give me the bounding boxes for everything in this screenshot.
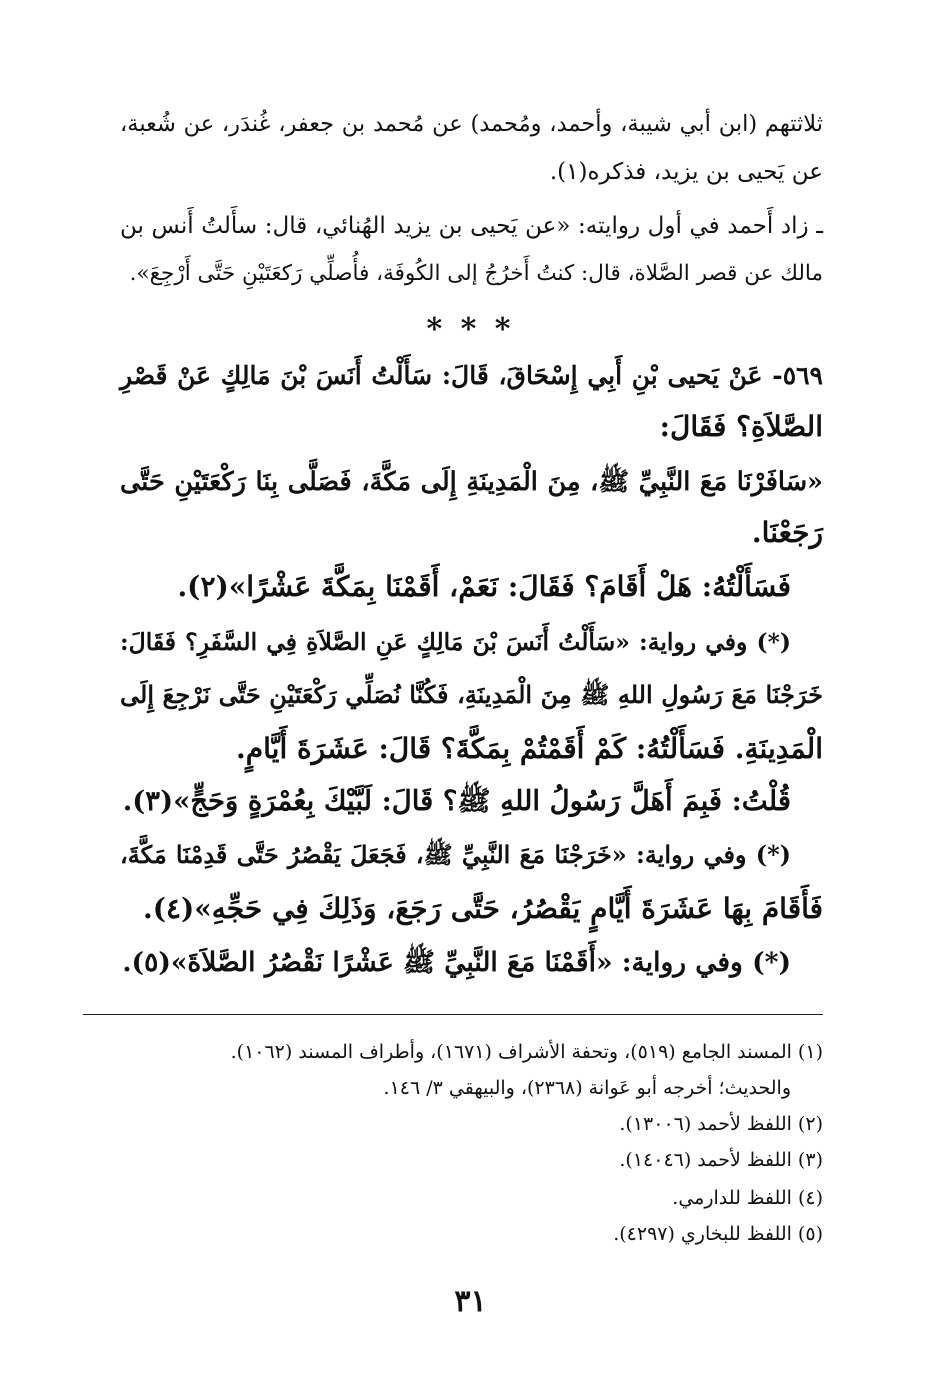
- top-paragraph-line-1: ثلاثتهم (ابن أبي شيبة، وأحمد، ومُحمد) عن مُحمد بن جعفر، غُندَر، عن شُعبة،: [120, 111, 823, 137]
- footnote-4: (٤) اللفظ للدارمي.: [672, 1187, 823, 1209]
- hadith-line-8: الْمَدِينَةِ. فَسَأَلْتُهُ: كَمْ أَقَمْتُمْ بِمَكَّةَ؟ قَالَ: عَشَرَةَ أَيَّامٍ.: [236, 732, 823, 765]
- top-paragraph-line-2: عن يَحيى بن يزيد، فذكره(١).: [549, 159, 823, 185]
- footnote-divider: [83, 1014, 823, 1015]
- footnote-2: (٢) اللفظ لأحمد (١٣٠٠٦).: [619, 1113, 823, 1135]
- addition-paragraph-line-2: مالك عن قصر الصَّلاة، قال: كنتُ أَخرُجُ إلى الكُوفَة، فأُصلِّي رَكعَتَيْنِ حَتَّى أَرْجِعَ».: [129, 261, 823, 286]
- hadith-line-10: (*) وفي رواية: «خَرَجْنَا مَعَ النَّبِيِّ ﷺ، فَجَعَلَ يَقْصُرُ حَتَّى قَدِمْنَا مَكَّةَ،: [120, 840, 791, 869]
- footnote-3: (٣) اللفظ لأحمد (١٤٠٤٦).: [619, 1149, 823, 1171]
- addition-paragraph-line-1: ـ زاد أَحمد في أول روايته: «عن يَحيى بن يزيد الهُنائي، قال: سأَلتُ أَنس بن: [120, 213, 823, 239]
- hadith-line-6: (*) وفي رواية: «سَأَلْتُ أَنَسَ بْنَ مَالِكٍ عَنِ الصَّلاَةِ فِي السَّفَرِ؟ فَقَالَ:: [120, 628, 791, 656]
- hadith-line-4: رَجَعْنَا.: [751, 516, 823, 549]
- hadith-line-2: الصَّلاَةِ؟ فَقَالَ:: [659, 410, 823, 443]
- hadith-line-9: قُلْتُ: فَبِمَ أَهَلَّ رَسُولُ اللهِ ﷺ؟ قَالَ: لَبَّيْكَ بِعُمْرَةٍ وَحَجٍّ»(٣).: [122, 785, 791, 817]
- hadith-line-7: خَرَجْنَا مَعَ رَسُولِ اللهِ ﷺ مِنَ الْمَدِينَةِ، فَكُنَّا نُصَلِّي رَكْعَتَيْنِ حَتَّى نَرْجِعَ إِلَى: [120, 680, 823, 709]
- footnote-5: (٥) اللفظ للبخاري (٤٢٩٧).: [613, 1223, 823, 1245]
- hadith-line-12: (*) وفي رواية: «أَقَمْنَا مَعَ النَّبِيِّ ﷺ عَشْرًا نَقْصُرُ الصَّلاَةَ»(٥).: [122, 947, 791, 978]
- hadith-line-1: ٥٦٩- عَنْ يَحيى بْنِ أَبِي إِسْحَاقَ، قَالَ: سَأَلْتُ أَنَسَ بْنَ مَالِكٍ عَنْ قَصْرِ: [120, 361, 823, 390]
- footnote-1: (١) المسند الجامع (٥١٩)، وتحفة الأشراف (١٦٧١)، وأطراف المسند (١٠٦٢).: [230, 1041, 823, 1063]
- page-number: ٣١: [454, 1284, 487, 1319]
- hadith-line-5: فَسَأَلْتُهُ: هَلْ أَقَامَ؟ فَقَالَ: نَعَمْ، أَقَمْنَا بِمَكَّةَ عَشْرًا»(٢).: [177, 570, 791, 603]
- section-separator: * * *: [426, 312, 515, 347]
- hadith-line-3: «سَافَرْنَا مَعَ النَّبِيِّ ﷺ، مِنَ الْمَدِينَةِ إِلَى مَكَّةَ، فَصَلَّى بِنَا رَكْعَتَيْنِ حَتَّى: [120, 467, 823, 497]
- footnote-1-continuation: والحديث؛ أخرجه أبو عَوانة (٢٣٦٨)، والبيهقي ٣/ ١٤٦.: [383, 1077, 791, 1099]
- hadith-line-11: فَأَقَامَ بِهَا عَشَرَةَ أَيَّامٍ يَقْصُرُ، حَتَّى رَجَعَ، وَذَلِكَ فِي حَجِّهِ»(٤).: [143, 892, 823, 925]
